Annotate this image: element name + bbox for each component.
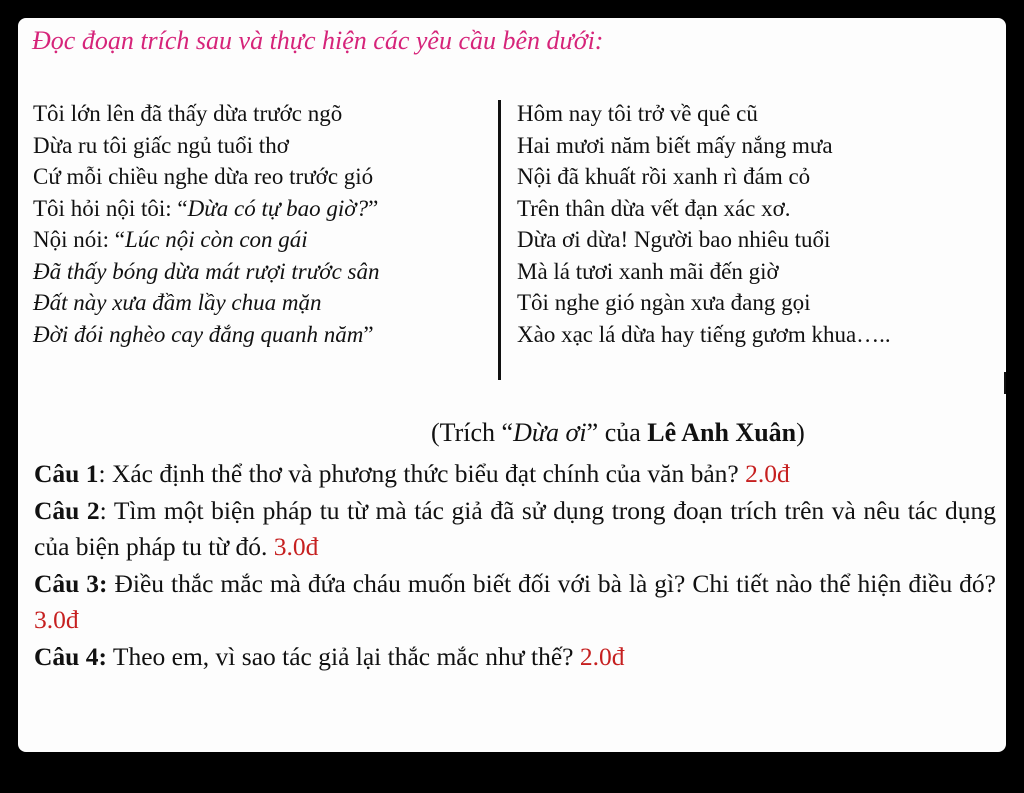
- poem-line-text: ”: [363, 321, 374, 347]
- poem-line-text: Nội nói: “: [33, 227, 125, 252]
- poem-line-italic: Đã thấy bóng dừa mát rượi trước sân: [33, 258, 380, 284]
- stanza-divider: [498, 100, 501, 380]
- poem-line: Nội đã khuất rồi xanh rì đám cỏ: [517, 164, 811, 189]
- poem-line: [33, 161, 501, 193]
- question-label: Câu 1: [34, 459, 99, 488]
- poem-line: Xào xạc lá dừa hay tiếng gươm khua…..: [517, 321, 891, 347]
- poem-line: Tôi nghe gió ngàn xưa đang gọi: [517, 290, 811, 315]
- question-points: 2.0đ: [745, 459, 790, 488]
- poem-line-text: Tôi lớn lên đã thấy dừa trước ngõ: [33, 101, 343, 126]
- source-text: ” của: [586, 418, 648, 447]
- poem-line-text: ”: [368, 195, 379, 221]
- question-text: Theo em, vì sao tác giả lại thắc mắc như thế?: [106, 641, 574, 671]
- question-label: Câu 2: [34, 495, 100, 525]
- poem-line: [33, 287, 501, 319]
- question-text: Điều thắc mắc mà đứa cháu muốn biết đối với bà là gì? Chi tiết nào thể hiện điều đó?: [107, 568, 996, 598]
- poem-line-text: Tôi hỏi nội tôi: “: [33, 195, 188, 221]
- poem-line-text: Cứ mỗi chiều nghe dừa reo trước gió: [33, 164, 374, 189]
- question-item: [34, 639, 996, 676]
- poem-line-italic: Đất này xưa đầm lầy chua mặn: [33, 290, 322, 315]
- source-text: ): [796, 418, 805, 447]
- source-text: (Trích “: [431, 418, 514, 447]
- document-page: [18, 18, 1006, 752]
- question-points: 3.0đ: [273, 532, 319, 561]
- poem-line: [33, 98, 501, 130]
- question-text: : Xác định thể thơ và phương thức biểu đạt chính của văn bản?: [98, 459, 739, 488]
- question-item: [34, 456, 996, 493]
- poem-right-stanza: [517, 98, 1007, 350]
- poem-line: [33, 130, 501, 162]
- author-name: Lê Anh Xuân: [647, 418, 797, 447]
- poem-line-italic: Lúc nội còn con gái: [125, 227, 308, 252]
- poem-line-text: Dừa ru tôi giấc ngủ tuổi thơ: [33, 132, 289, 158]
- poem-line: [33, 256, 501, 288]
- poem-left-stanza: [33, 98, 501, 350]
- poem-line: [33, 319, 501, 351]
- poem-line: Dừa ơi dừa! Người bao nhiêu tuổi: [517, 227, 831, 252]
- poem-line: Mà lá tươi xanh mãi đến giờ: [517, 258, 779, 284]
- question-item: [34, 493, 996, 566]
- poem-line: Trên thân dừa vết đạn xác xơ.: [517, 195, 791, 221]
- poem-line-italic: Đời đói nghèo cay đắng quanh năm: [33, 321, 364, 347]
- poem-line: Hôm nay tôi trở về quê cũ: [517, 101, 758, 126]
- poem-line-italic: Dừa có tự bao giờ?: [187, 195, 369, 221]
- question-points: 2.0đ: [579, 641, 625, 671]
- question-text: : Tìm một biện pháp tu từ mà tác giả đã sử dụng trong đoạn trích trên và nêu tác dụng của biện pháp tu từ đó.: [34, 495, 996, 561]
- poem-line: Hai mươi năm biết mấy nắng mưa: [517, 132, 833, 158]
- question-item: [34, 566, 996, 639]
- instruction-heading: Đọc đoạn trích sau và thực hiện các yêu cầu bên dưới:: [32, 26, 604, 55]
- question-label: Câu 3:: [34, 568, 108, 598]
- question-list: [34, 456, 996, 675]
- poem-line: [33, 224, 501, 256]
- poem-line: [33, 193, 501, 225]
- question-label: Câu 4:: [34, 641, 107, 671]
- poem-source: [431, 418, 805, 448]
- poem-title: Dừa ơi: [513, 418, 587, 447]
- table-edge-line: [1004, 372, 1006, 394]
- question-points: 3.0đ: [34, 605, 79, 634]
